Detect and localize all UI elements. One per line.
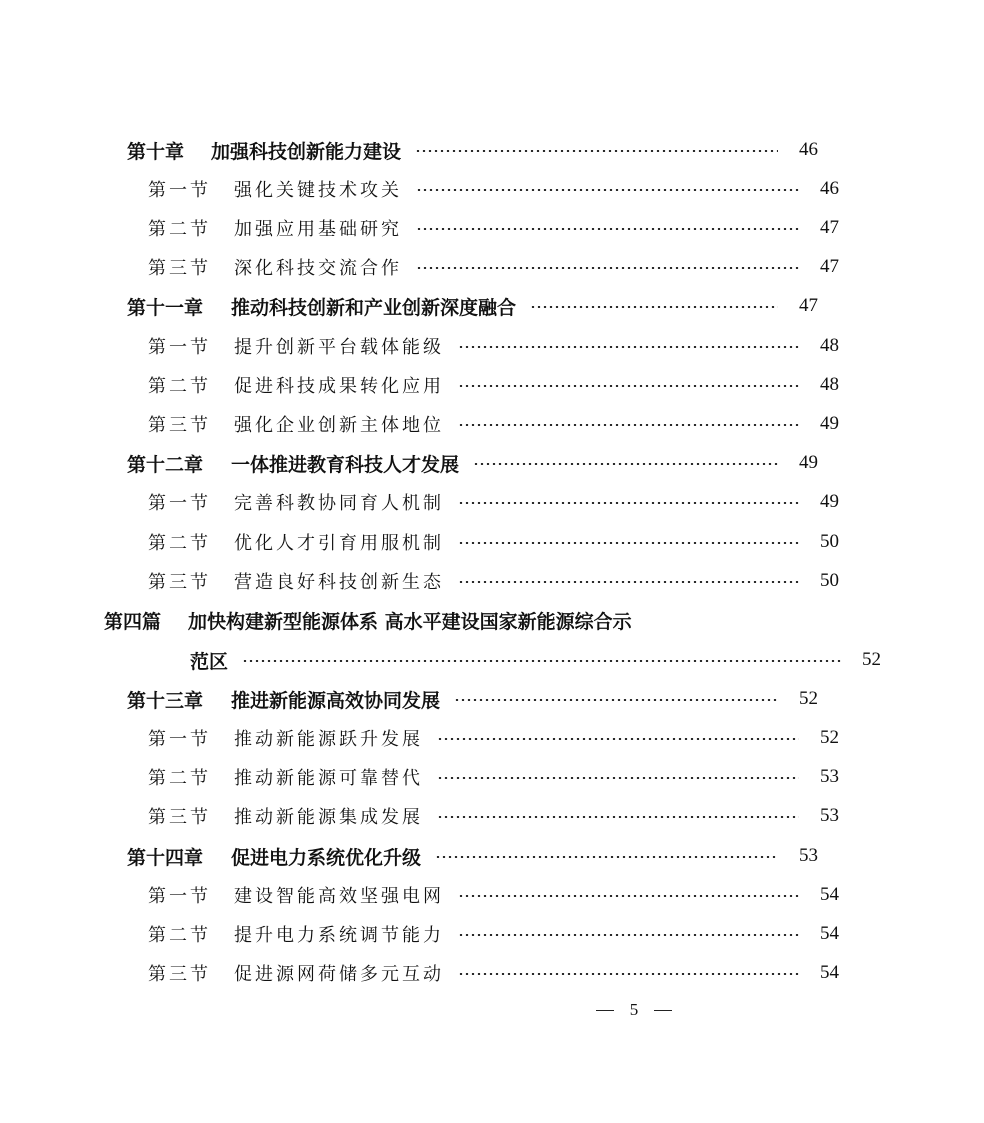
- page-number: 49: [820, 413, 839, 434]
- entry-number: 第十四章: [127, 846, 204, 869]
- page-number: 49: [820, 491, 839, 512]
- page-number: 53: [820, 805, 839, 826]
- entry-title: 完善科教协同育人机制: [234, 493, 444, 514]
- entry-number: 第一节: [148, 337, 211, 358]
- entry-title: 推动新能源可靠替代: [234, 768, 423, 789]
- footer-page-number: 5: [629, 1000, 639, 1019]
- dot-leader: [458, 542, 799, 544]
- dot-leader: [458, 934, 799, 936]
- page-number: 49: [799, 452, 818, 473]
- entry-number: 第三节: [148, 572, 211, 593]
- entry-title: 优化人才引育用服机制: [234, 533, 444, 554]
- page-number: 54: [820, 923, 839, 944]
- toc-part-entry[interactable]: [0, 605, 898, 635]
- page-footer: [0, 997, 794, 1023]
- footer-dash-right: [654, 1010, 672, 1011]
- toc-section-entry[interactable]: [0, 174, 942, 204]
- toc-section-entry[interactable]: [0, 527, 942, 557]
- toc-section-entry[interactable]: [0, 331, 942, 361]
- toc-chapter-entry[interactable]: [0, 684, 921, 714]
- page-number: 46: [799, 139, 818, 160]
- toc-chapter-entry[interactable]: [0, 448, 921, 478]
- dot-leader: [473, 463, 778, 465]
- toc-section-entry[interactable]: [0, 723, 942, 753]
- dot-leader: [458, 581, 799, 583]
- page-number: 54: [820, 884, 839, 905]
- entry-number: 第十三章: [127, 689, 204, 712]
- entry-title: 促进科技成果转化应用: [234, 376, 444, 397]
- dot-leader: [454, 699, 778, 701]
- dot-leader: [242, 660, 841, 662]
- toc-section-entry[interactable]: [0, 762, 942, 792]
- entry-title: 加强应用基础研究: [234, 219, 402, 240]
- entry-number: 第二节: [148, 925, 211, 946]
- entry-title: 强化企业创新主体地位: [234, 415, 444, 436]
- entry-title: 推动新能源跃升发展: [234, 729, 423, 750]
- toc-section-entry[interactable]: [0, 566, 942, 596]
- page-number: 52: [862, 649, 881, 670]
- dot-leader: [530, 306, 778, 308]
- dot-leader: [435, 856, 778, 858]
- entry-title: 提升创新平台载体能级: [234, 337, 444, 358]
- page-number: 48: [820, 335, 839, 356]
- page-number: 50: [820, 531, 839, 552]
- entry-number: 第二节: [148, 533, 211, 554]
- entry-title: 推进新能源高效协同发展: [231, 689, 441, 712]
- page-number: 50: [820, 570, 839, 591]
- toc-section-entry[interactable]: [0, 801, 942, 831]
- page-number: 52: [799, 688, 818, 709]
- page-number: 47: [820, 256, 839, 277]
- page-number: 54: [820, 962, 839, 983]
- dot-leader: [416, 228, 799, 230]
- entry-title: 推动新能源集成发展: [234, 807, 423, 828]
- entry-number: 第四篇: [104, 610, 162, 633]
- page-number: 53: [820, 766, 839, 787]
- toc-section-entry[interactable]: [0, 409, 942, 439]
- toc-section-entry[interactable]: [0, 370, 942, 400]
- page-number: 53: [799, 845, 818, 866]
- dot-leader: [437, 738, 799, 740]
- page-number: 46: [820, 178, 839, 199]
- dot-leader: [458, 346, 799, 348]
- entry-title: 加强科技创新能力建设: [211, 140, 402, 163]
- toc-part-entry-continuation[interactable]: [0, 645, 984, 675]
- toc-section-entry[interactable]: [0, 487, 942, 517]
- dot-leader: [416, 267, 799, 269]
- toc-section-entry[interactable]: [0, 958, 942, 988]
- dot-leader: [458, 424, 799, 426]
- entry-title: 强化关键技术攻关: [234, 180, 402, 201]
- footer-dash-left: [596, 1010, 614, 1011]
- toc-section-entry[interactable]: [0, 213, 942, 243]
- entry-title: 促进电力系统优化升级: [231, 846, 422, 869]
- toc-section-entry[interactable]: [0, 880, 942, 910]
- dot-leader: [458, 502, 799, 504]
- entry-title: 促进源网荷储多元互动: [234, 964, 444, 985]
- toc-section-entry[interactable]: [0, 919, 942, 949]
- entry-number: 第三节: [148, 415, 211, 436]
- dot-leader: [437, 777, 799, 779]
- entry-number: 第二节: [148, 219, 211, 240]
- entry-title: 建设智能高效坚强电网: [234, 886, 444, 907]
- entry-title: 营造良好科技创新生态: [234, 572, 444, 593]
- toc-chapter-entry[interactable]: [0, 841, 921, 871]
- entry-number: 第一节: [148, 180, 211, 201]
- entry-number: 第三节: [148, 807, 211, 828]
- entry-number: 第十二章: [127, 453, 204, 476]
- entry-title: 推动科技创新和产业创新深度融合: [231, 296, 517, 319]
- entry-title: 加快构建新型能源体系 高水平建设国家新能源综合示: [188, 610, 632, 633]
- dot-leader: [416, 189, 799, 191]
- entry-number: 第二节: [148, 768, 211, 789]
- entry-number: 第一节: [148, 729, 211, 750]
- toc-chapter-entry[interactable]: [0, 135, 921, 165]
- entry-title-continuation: 范区: [190, 650, 229, 673]
- page-number: 52: [820, 727, 839, 748]
- entry-number: 第十章: [127, 140, 185, 163]
- dot-leader: [458, 385, 799, 387]
- entry-title: 提升电力系统调节能力: [234, 925, 444, 946]
- page-number: 47: [820, 217, 839, 238]
- entry-number: 第三节: [148, 258, 211, 279]
- entry-title: 一体推进教育科技人才发展: [231, 453, 460, 476]
- dot-leader: [458, 895, 799, 897]
- entry-number: 第十一章: [127, 296, 204, 319]
- entry-number: 第三节: [148, 964, 211, 985]
- dot-leader: [437, 816, 799, 818]
- dot-leader: [458, 973, 799, 975]
- entry-number: 第一节: [148, 493, 211, 514]
- entry-title: 深化科技交流合作: [234, 258, 402, 279]
- page-number: 47: [799, 295, 818, 316]
- entry-number: 第二节: [148, 376, 211, 397]
- toc-chapter-entry[interactable]: [0, 291, 921, 321]
- page-number: 48: [820, 374, 839, 395]
- toc-section-entry[interactable]: [0, 252, 942, 282]
- dot-leader: [415, 150, 778, 152]
- entry-number: 第一节: [148, 886, 211, 907]
